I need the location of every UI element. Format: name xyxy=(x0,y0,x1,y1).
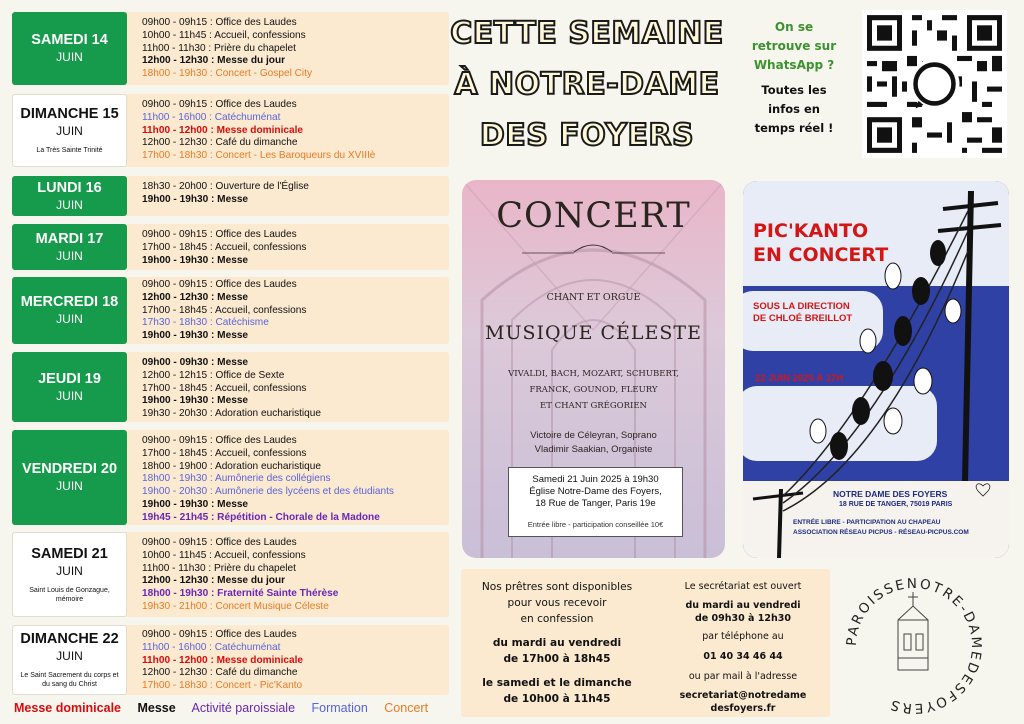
day-label xyxy=(12,277,127,344)
day-name: DIMANCHE 15 xyxy=(20,106,119,122)
legend-formation: Formation xyxy=(311,701,368,715)
whatsapp-line: WhatsApp ? xyxy=(753,58,835,72)
liturgical-note: Saint Louis de Gonzague, mémoire xyxy=(29,586,110,603)
event-line: 17h00 - 18h45 : Accueil, confessions xyxy=(142,241,307,253)
email-address[interactable]: secretariat@notredame xyxy=(679,690,807,701)
event-line: 09h00 - 09h15 : Office des Laudes xyxy=(142,99,297,110)
secretariat-line: par téléphone au xyxy=(702,631,784,642)
day-name: MERCREDI 18 xyxy=(20,294,119,310)
legend-concert: Concert xyxy=(384,701,429,715)
pickanto-date: 22 JUIN 2025 À 17H xyxy=(755,373,844,384)
event-line: 19h00 - 19h30 : Messe xyxy=(142,498,249,510)
event-line: 17h00 - 18h45 : Accueil, confessions xyxy=(142,304,307,316)
day-row xyxy=(12,224,449,270)
confession-line: du mardi au vendredi xyxy=(492,637,622,649)
day-label xyxy=(12,94,127,167)
direction-line: DE CHLOÉ BREILLOT xyxy=(753,313,853,324)
whatsapp-line: infos en xyxy=(768,102,820,116)
whatsapp-line: Toutes les xyxy=(761,83,827,97)
concert-address: 18 Rue de Tanger, Paris 19e xyxy=(535,498,656,509)
secretariat-line: ou par mail à l'adresse xyxy=(688,671,798,682)
confession-line: Nos prêtres sont disponibles xyxy=(481,581,633,593)
day-name: SAMEDI 21 xyxy=(31,545,108,562)
event-list xyxy=(142,229,445,267)
event-line: 18h30 - 20h00 : Ouverture de l'Église xyxy=(142,181,309,192)
day-name: VENDREDI 20 xyxy=(21,461,118,477)
event-line: 19h00 - 20h30 : Aumônerie des lycéens et des étudiants xyxy=(142,486,394,498)
event-line: 10h00 - 11h45 : Accueil, confessions xyxy=(142,29,306,41)
event-line: 11h00 - 16h00 : Catéchuménat xyxy=(142,111,281,123)
day-label xyxy=(12,176,127,216)
concert-name: MUSIQUE CÉLESTE xyxy=(485,322,702,344)
concert-musique-celeste-poster xyxy=(462,180,725,558)
event-line: 12h00 - 12h15 : Office de Sexte xyxy=(142,369,285,381)
concert-pickanto-poster xyxy=(743,181,1009,558)
event-line: 12h00 - 12h30 : Café du dimanche xyxy=(142,137,298,149)
confession-line: le samedi et le dimanche xyxy=(482,677,632,689)
concert-info-box xyxy=(508,467,683,537)
event-line: 12h00 - 12h30 : Café du dimanche xyxy=(142,667,298,679)
day-name: MARDI 17 xyxy=(35,230,104,247)
event-line: 11h00 - 12h00 : Messe dominicale xyxy=(142,654,304,666)
legend-activite: Activité paroissiale xyxy=(191,701,296,715)
event-line: 18h00 - 19h30 : Fraternité Sainte Thérèse xyxy=(142,588,339,600)
day-month: JUIN xyxy=(56,124,83,138)
parish-seal-logo xyxy=(840,572,988,720)
day-row xyxy=(12,94,449,167)
event-line: 17h30 - 18h30 : Catéchisme xyxy=(142,317,269,329)
whatsapp-line: temps réel ! xyxy=(754,121,834,135)
confession-line: en confession xyxy=(520,613,594,625)
email-address[interactable]: desfoyers.fr xyxy=(710,703,776,714)
event-line: 17h00 - 18h45 : Accueil, confessions xyxy=(142,382,307,394)
event-line: 11h00 - 12h00 : Messe dominicale xyxy=(142,124,304,136)
direction-line: SOUS LA DIRECTION xyxy=(753,301,850,312)
confession-info xyxy=(469,579,645,707)
event-line: 09h00 - 09h15 : Office des Laudes xyxy=(142,279,297,290)
event-list xyxy=(142,99,445,163)
event-line: 19h30 - 20h30 : Adoration eucharistique xyxy=(142,408,322,420)
day-month: JUIN xyxy=(56,388,83,403)
event-line: 19h00 - 19h30 : Messe xyxy=(142,254,249,266)
day-name: DIMANCHE 22 xyxy=(20,631,119,647)
concert-venue: Église Notre-Dame des Foyers, xyxy=(529,486,662,497)
day-name: LUNDI 16 xyxy=(37,179,102,196)
event-line: 18h00 - 19h00 : Adoration eucharistique xyxy=(142,460,322,472)
day-month: JUIN xyxy=(56,479,83,493)
day-label xyxy=(12,625,127,695)
legend-dominicale: Messe dominicale xyxy=(14,701,121,715)
color-legend xyxy=(14,701,441,715)
event-line: 11h00 - 11h30 : Prière du chapelet xyxy=(142,42,296,54)
event-line: 09h00 - 09h15 : Office des Laudes xyxy=(142,229,297,240)
whatsapp-promo xyxy=(728,18,860,138)
pickanto-venue: NOTRE DAME DES FOYERS xyxy=(833,489,948,499)
day-name: JEUDI 19 xyxy=(38,370,101,387)
event-line: 17h00 - 18h30 : Concert - Pic'Kanto xyxy=(142,680,303,692)
day-row xyxy=(12,277,449,344)
liturgical-note: Le Saint Sacrement du corps et du sang du Christ xyxy=(20,672,119,688)
parish-logo-icon xyxy=(840,572,988,720)
day-row xyxy=(12,625,449,695)
event-line: 11h00 - 11h30 : Prière du chapelet xyxy=(142,562,296,574)
event-list xyxy=(142,181,445,207)
event-list xyxy=(142,629,445,693)
day-label xyxy=(12,532,127,617)
legend-messe: Messe xyxy=(137,701,176,715)
pickanto-footer xyxy=(743,489,1009,547)
event-line: 09h00 - 09h15 : Office des Laudes xyxy=(142,435,297,446)
concert-title: CONCERT xyxy=(496,196,691,236)
day-row xyxy=(12,12,449,85)
pickanto-title-line: PIC'KANTO xyxy=(753,220,869,242)
page-title xyxy=(448,8,726,161)
day-row xyxy=(12,176,449,216)
whatsapp-line: retrouve sur xyxy=(751,39,837,53)
pickanto-association: ASSOCIATION RÉSEAU PICPUS - RÉSEAU-PICPUS.COM xyxy=(793,529,969,536)
confession-line: pour vous recevoir xyxy=(507,597,607,609)
event-line: 17h00 - 18h30 : Concert - Les Baroqueurs du XVIIIè xyxy=(142,150,376,162)
day-month: JUIN xyxy=(56,197,83,212)
title-line: DES FOYERS xyxy=(479,118,695,153)
composers-line: ET CHANT GRÉGORIEN xyxy=(540,401,647,411)
pickanto-address: 18 RUE DE TANGER, 75019 PARIS xyxy=(839,501,953,508)
secretariat-line: Le secrétariat est ouvert xyxy=(684,581,802,592)
event-line: 09h00 - 09h15 : Office des Laudes xyxy=(142,537,297,548)
event-line: 12h00 - 12h30 : Messe du jour xyxy=(142,55,286,67)
event-line: 19h30 - 21h00 : Concert Musique Céleste xyxy=(142,600,329,612)
event-list xyxy=(142,17,445,81)
secretariat-info xyxy=(659,579,827,715)
concert-date: Samedi 21 Juin 2025 à 19h30 xyxy=(532,474,659,485)
day-month: JUIN xyxy=(56,649,83,663)
composers-line: FRANCK, GOUNOD, FLEURY xyxy=(529,385,658,395)
day-month: JUIN xyxy=(56,563,83,578)
event-line: 09h00 - 09h30 : Messe xyxy=(142,357,249,368)
event-line: 09h00 - 09h15 : Office des Laudes xyxy=(142,17,297,28)
concert-kicker: CHANT ET ORGUE xyxy=(546,292,641,303)
day-row xyxy=(12,352,449,422)
event-line: 19h45 - 21h45 : Répétition - Chorale de la Madone xyxy=(142,511,380,523)
event-line: 19h00 - 19h30 : Messe xyxy=(142,193,249,205)
event-list xyxy=(142,357,445,421)
event-line: 09h00 - 09h15 : Office des Laudes xyxy=(142,629,297,640)
day-label xyxy=(12,352,127,422)
day-row xyxy=(12,430,449,525)
day-month: JUIN xyxy=(56,312,83,326)
svg-text:PAROISSENOTRE-DAMEDESFOYERS: PAROISSENOTRE-DAMEDESFOYERS xyxy=(843,575,985,717)
day-label xyxy=(12,430,127,525)
day-label xyxy=(12,224,127,270)
title-line: À NOTRE-DAME xyxy=(454,67,720,102)
whatsapp-qr-code[interactable] xyxy=(862,10,1007,158)
performer-line: Vladimir Saakian, Organiste xyxy=(534,444,653,455)
performer-line: Victoire de Céleyran, Soprano xyxy=(530,430,657,441)
event-list xyxy=(142,435,445,525)
pickanto-title-line: EN CONCERT xyxy=(753,244,889,266)
day-month: JUIN xyxy=(56,248,83,263)
phone-number[interactable]: 01 40 34 46 44 xyxy=(703,651,783,662)
event-line: 19h00 - 19h30 : Messe xyxy=(142,395,249,407)
whatsapp-line: On se xyxy=(774,20,814,34)
event-list xyxy=(142,537,445,614)
day-name: SAMEDI 14 xyxy=(31,32,108,48)
event-line: 18h00 - 19h30 : Concert - Gospel City xyxy=(142,68,313,80)
secretariat-line: de 09h30 à 12h30 xyxy=(695,613,791,624)
qr-code-icon xyxy=(862,10,1007,158)
event-line: 10h00 - 11h45 : Accueil, confessions xyxy=(142,549,306,561)
confession-line: de 17h00 à 18h45 xyxy=(503,653,611,665)
pickanto-entry: ENTRÉE LIBRE - PARTICIPATION AU CHAPEAU xyxy=(793,519,941,526)
secretariat-line: du mardi au vendredi xyxy=(685,600,801,611)
event-line: 18h00 - 19h30 : Aumônerie des collégiens xyxy=(142,473,331,485)
day-label xyxy=(12,12,127,85)
event-line: 11h00 - 16h00 : Catéchuménat xyxy=(142,641,281,653)
event-line: 12h00 - 12h30 : Messe du jour xyxy=(142,575,286,587)
title-line: CETTE SEMAINE xyxy=(450,16,724,51)
day-row xyxy=(12,532,449,617)
event-list xyxy=(142,279,445,343)
composers-line: VIVALDI, BACH, MOZART, SCHUBERT, xyxy=(508,369,679,379)
confession-line: de 10h00 à 11h45 xyxy=(503,693,611,705)
event-line: 19h00 - 19h30 : Messe xyxy=(142,330,249,342)
day-month: JUIN xyxy=(56,50,83,64)
liturgical-note: La Très Sainte Trinité xyxy=(36,147,103,154)
event-line: 17h00 - 18h45 : Accueil, confessions xyxy=(142,447,307,459)
practical-info-panel xyxy=(461,569,830,717)
event-line: 12h00 - 12h30 : Messe xyxy=(142,291,249,303)
concert-price: Entrée libre - participation conseillée 10€ xyxy=(527,520,664,529)
